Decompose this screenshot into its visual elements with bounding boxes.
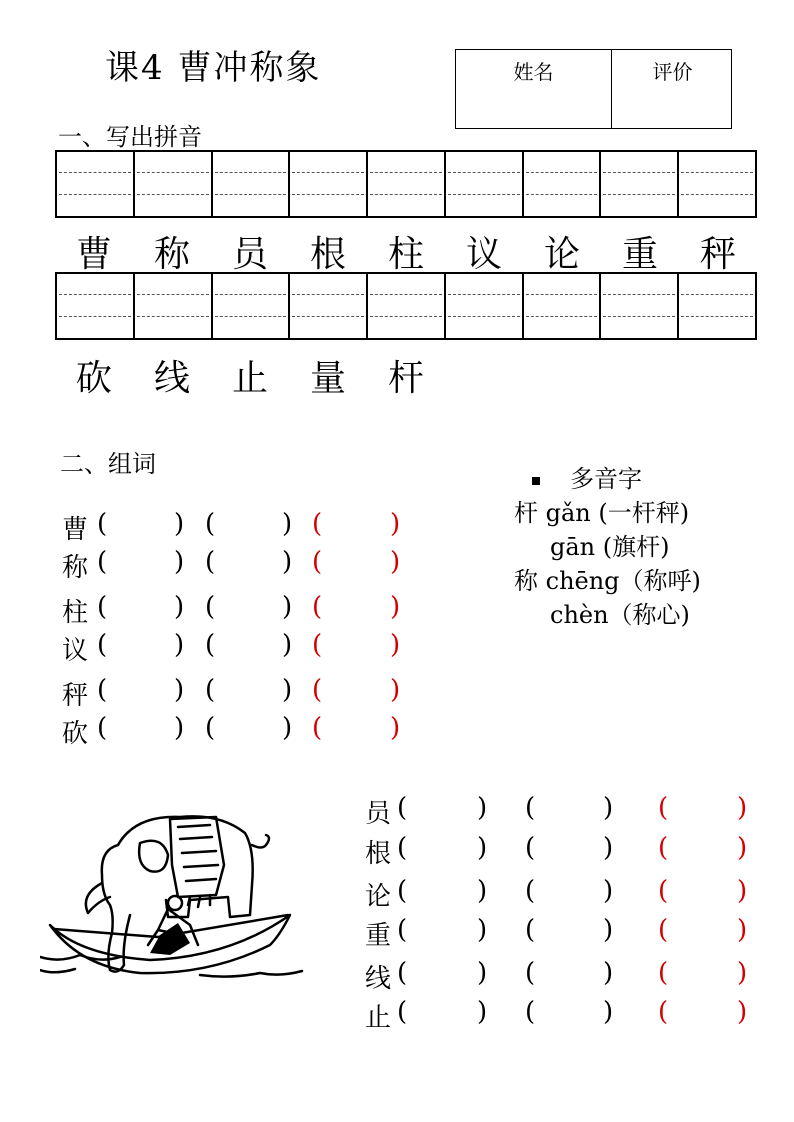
open-paren: ( bbox=[525, 997, 536, 1027]
word-row bbox=[62, 509, 412, 543]
open-paren-red: ( bbox=[312, 675, 323, 705]
polyphone-title: 多音字 bbox=[570, 465, 642, 493]
open-paren-red: ( bbox=[312, 713, 323, 743]
close-paren: ) bbox=[282, 713, 293, 743]
open-paren: ( bbox=[397, 958, 408, 988]
open-paren-red: ( bbox=[312, 630, 323, 660]
open-paren: ( bbox=[205, 675, 216, 705]
open-paren: ( bbox=[525, 915, 536, 945]
open-paren: ( bbox=[397, 876, 408, 906]
pinyin-box[interactable] bbox=[446, 152, 524, 216]
evaluation-cell[interactable] bbox=[612, 50, 733, 128]
pinyin-box[interactable] bbox=[135, 274, 213, 338]
pinyin-box[interactable] bbox=[446, 274, 524, 338]
close-paren: ) bbox=[282, 509, 293, 539]
word-char: 重 bbox=[365, 921, 392, 951]
polyphone-line: 杆 gǎn (一杆秤) bbox=[514, 499, 690, 527]
character: 根 bbox=[309, 234, 346, 275]
open-paren: ( bbox=[525, 833, 536, 863]
elephant-on-boat-illustration bbox=[40, 805, 310, 995]
open-paren: ( bbox=[397, 793, 408, 823]
name-evaluation-box bbox=[455, 49, 732, 129]
polyphone-title-row bbox=[514, 462, 774, 496]
character-row2 bbox=[55, 350, 757, 401]
close-paren: ) bbox=[174, 630, 185, 660]
pinyin-box[interactable] bbox=[524, 152, 602, 216]
close-paren: ) bbox=[174, 713, 185, 743]
pinyin-box[interactable] bbox=[601, 274, 679, 338]
word-row bbox=[62, 675, 412, 709]
close-paren: ) bbox=[282, 547, 293, 577]
polyphone-line: gān (旗杆) bbox=[550, 533, 670, 561]
page-title: 课4 曹冲称象 bbox=[105, 48, 322, 88]
word-char: 秤 bbox=[62, 681, 89, 711]
polyphone-line: 称 chēng（称呼) bbox=[514, 567, 701, 595]
section2-heading: 二、组词 bbox=[60, 450, 156, 478]
open-paren: ( bbox=[205, 713, 216, 743]
word-row bbox=[365, 958, 765, 992]
open-paren: ( bbox=[397, 915, 408, 945]
word-char: 议 bbox=[62, 636, 89, 666]
open-paren: ( bbox=[205, 592, 216, 622]
close-paren: ) bbox=[603, 876, 614, 906]
word-row bbox=[62, 547, 412, 581]
close-paren: ) bbox=[174, 547, 185, 577]
pinyin-box[interactable] bbox=[679, 274, 755, 338]
close-paren: ) bbox=[477, 915, 488, 945]
pinyin-box[interactable] bbox=[290, 152, 368, 216]
character: 重 bbox=[621, 234, 658, 275]
pinyin-box[interactable] bbox=[135, 152, 213, 216]
word-char: 员 bbox=[365, 799, 392, 829]
pinyin-box[interactable] bbox=[213, 274, 291, 338]
open-paren-red: ( bbox=[658, 997, 669, 1027]
word-row bbox=[62, 630, 412, 664]
open-paren: ( bbox=[397, 833, 408, 863]
close-paren: ) bbox=[603, 915, 614, 945]
close-paren: ) bbox=[174, 592, 185, 622]
character: 称 bbox=[153, 234, 190, 275]
close-paren-red: ) bbox=[737, 958, 748, 988]
close-paren-red: ) bbox=[390, 713, 401, 743]
open-paren: ( bbox=[525, 793, 536, 823]
close-paren-red: ) bbox=[737, 915, 748, 945]
close-paren: ) bbox=[282, 675, 293, 705]
close-paren: ) bbox=[477, 793, 488, 823]
open-paren: ( bbox=[97, 592, 108, 622]
word-char: 根 bbox=[365, 839, 392, 869]
close-paren-red: ) bbox=[390, 509, 401, 539]
name-label: 姓名 bbox=[513, 60, 554, 84]
close-paren: ) bbox=[603, 833, 614, 863]
character: 秤 bbox=[699, 234, 736, 275]
word-char: 止 bbox=[365, 1003, 392, 1033]
close-paren: ) bbox=[174, 675, 185, 705]
close-paren: ) bbox=[603, 958, 614, 988]
word-char: 砍 bbox=[62, 719, 89, 749]
polyphone-notes bbox=[514, 462, 774, 632]
close-paren-red: ) bbox=[390, 592, 401, 622]
close-paren: ) bbox=[282, 630, 293, 660]
character: 砍 bbox=[75, 358, 112, 399]
close-paren: ) bbox=[603, 793, 614, 823]
open-paren-red: ( bbox=[658, 915, 669, 945]
pinyin-box[interactable] bbox=[679, 152, 755, 216]
word-char: 柱 bbox=[62, 598, 89, 628]
open-paren: ( bbox=[205, 547, 216, 577]
pinyin-grid-row2 bbox=[55, 272, 757, 340]
pinyin-box[interactable] bbox=[57, 274, 135, 338]
open-paren: ( bbox=[97, 547, 108, 577]
open-paren: ( bbox=[205, 509, 216, 539]
close-paren: ) bbox=[477, 833, 488, 863]
character: 止 bbox=[231, 358, 268, 399]
open-paren-red: ( bbox=[312, 509, 323, 539]
open-paren-red: ( bbox=[658, 833, 669, 863]
close-paren-red: ) bbox=[737, 997, 748, 1027]
open-paren: ( bbox=[525, 876, 536, 906]
close-paren-red: ) bbox=[737, 833, 748, 863]
close-paren: ) bbox=[174, 509, 185, 539]
word-row bbox=[365, 833, 765, 867]
character: 量 bbox=[309, 358, 346, 399]
character-row1 bbox=[55, 226, 757, 277]
word-row bbox=[365, 915, 765, 949]
open-paren-red: ( bbox=[658, 793, 669, 823]
close-paren-red: ) bbox=[390, 630, 401, 660]
name-cell[interactable] bbox=[456, 50, 612, 128]
open-paren: ( bbox=[97, 675, 108, 705]
open-paren: ( bbox=[97, 630, 108, 660]
word-row bbox=[62, 592, 412, 626]
character: 线 bbox=[153, 358, 190, 399]
close-paren: ) bbox=[477, 958, 488, 988]
close-paren: ) bbox=[282, 592, 293, 622]
pinyin-box[interactable] bbox=[57, 152, 135, 216]
polyphone-line: chèn（称心) bbox=[550, 601, 690, 629]
character: 杆 bbox=[387, 358, 424, 399]
evaluation-label: 评价 bbox=[652, 60, 693, 84]
open-paren: ( bbox=[525, 958, 536, 988]
pinyin-box[interactable] bbox=[524, 274, 602, 338]
pinyin-box[interactable] bbox=[213, 152, 291, 216]
close-paren: ) bbox=[603, 997, 614, 1027]
pinyin-box[interactable] bbox=[368, 274, 446, 338]
word-char: 称 bbox=[62, 553, 89, 583]
character: 议 bbox=[465, 234, 502, 275]
pinyin-box[interactable] bbox=[290, 274, 368, 338]
pinyin-grid-row1 bbox=[55, 150, 757, 218]
open-paren: ( bbox=[205, 630, 216, 660]
close-paren-red: ) bbox=[390, 675, 401, 705]
word-row bbox=[365, 876, 765, 910]
pinyin-box[interactable] bbox=[601, 152, 679, 216]
pinyin-box[interactable] bbox=[368, 152, 446, 216]
word-row bbox=[62, 713, 412, 747]
word-char: 线 bbox=[365, 964, 392, 994]
word-row bbox=[365, 997, 765, 1031]
character: 员 bbox=[231, 234, 268, 275]
open-paren-red: ( bbox=[312, 547, 323, 577]
word-row bbox=[365, 793, 765, 827]
open-paren: ( bbox=[397, 997, 408, 1027]
close-paren-red: ) bbox=[737, 876, 748, 906]
open-paren: ( bbox=[97, 713, 108, 743]
close-paren: ) bbox=[477, 876, 488, 906]
character: 曹 bbox=[75, 234, 112, 275]
word-char: 曹 bbox=[62, 515, 89, 545]
open-paren-red: ( bbox=[658, 876, 669, 906]
close-paren-red: ) bbox=[390, 547, 401, 577]
section1-heading: 一、写出拼音 bbox=[58, 123, 202, 151]
bullet-icon bbox=[532, 477, 540, 485]
open-paren: ( bbox=[97, 509, 108, 539]
open-paren-red: ( bbox=[312, 592, 323, 622]
close-paren-red: ) bbox=[737, 793, 748, 823]
close-paren: ) bbox=[477, 997, 488, 1027]
character: 论 bbox=[543, 234, 580, 275]
open-paren-red: ( bbox=[658, 958, 669, 988]
word-char: 论 bbox=[365, 882, 392, 912]
character: 柱 bbox=[387, 234, 424, 275]
